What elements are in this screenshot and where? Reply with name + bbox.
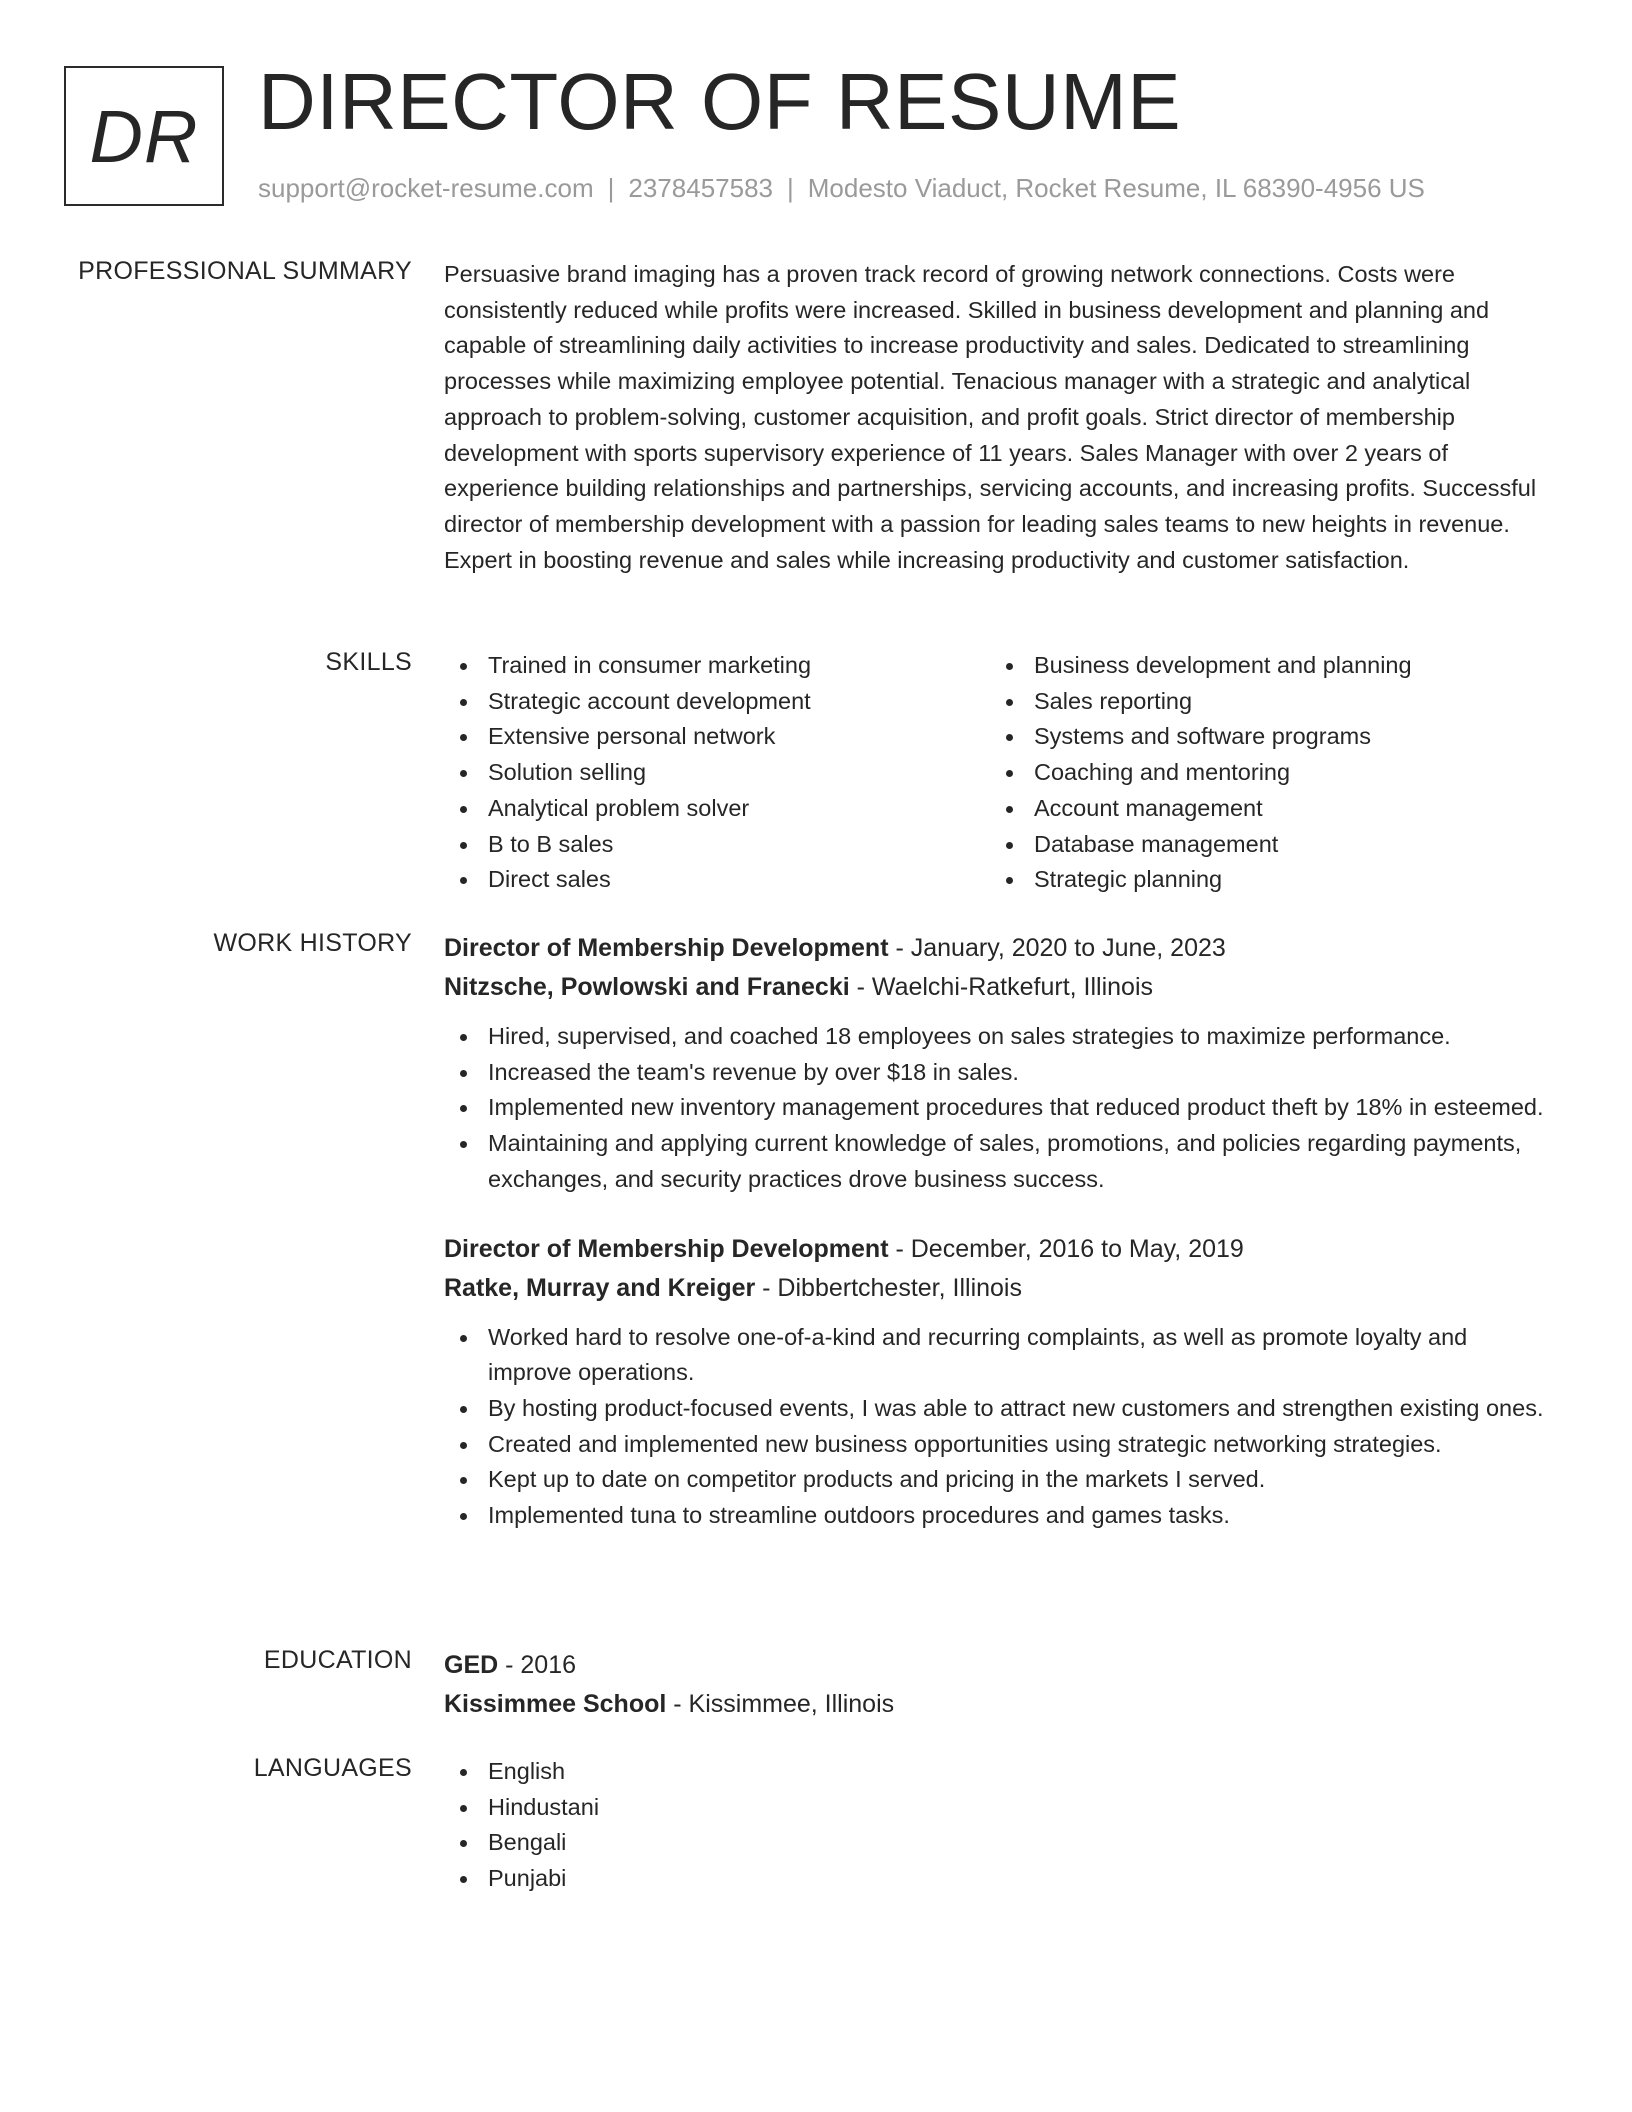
education-degree: GED — [444, 1651, 499, 1679]
job-company-line — [444, 1269, 1554, 1308]
list-item: Analytical problem solver — [444, 791, 990, 827]
education-degree-line — [444, 1646, 1554, 1685]
skills-list-right — [990, 648, 1536, 898]
list-item: Strategic planning — [990, 862, 1536, 898]
list-item: Trained in consumer marketing — [444, 648, 990, 684]
education-school-line — [444, 1685, 1554, 1724]
section-heading: WORK HISTORY — [213, 929, 412, 957]
job-bullets — [444, 1320, 1554, 1534]
list-item: Created and implemented new business opportunities using strategic networking strategies. — [444, 1427, 1554, 1463]
skills-columns — [444, 648, 1554, 898]
list-item: By hosting product-focused events, I was able to attract new customers and strengthen existing ones. — [444, 1391, 1554, 1427]
list-item: Business development and planning — [990, 648, 1536, 684]
job-location: - Waelchi-Ratkefurt, Illinois — [849, 973, 1154, 1001]
list-item: Coaching and mentoring — [990, 755, 1536, 791]
job-dates: - January, 2020 to June, 2023 — [888, 934, 1226, 962]
skills-list-left — [444, 648, 990, 898]
list-item: Solution selling — [444, 755, 990, 791]
contact-phone: 2378457583 — [628, 173, 773, 203]
job-entry — [444, 929, 1554, 1198]
summary-text: Persuasive brand imaging has a proven track record of growing network connections. Costs were consistently reduced while profits were increased. Skilled in business development and planning and capable of streamlining daily activities to increase productivity and sales. Dedicated to streamlining processes while maximizing employee potential. Tenacious manager with a strategic and analytical approach to problem-solving, customer acquisition, and profit goals. Strict director of membership development with sports supervisory experience of 11 years. Sales Manager with over 2 years of experience building relationships and partnerships, servicing accounts, and increasing profits. Successful director of membership development with a passion for leading sales teams to new heights in revenue. Expert in boosting revenue and sales while increasing productivity and customer satisfaction. — [444, 261, 1537, 573]
job-company-line — [444, 968, 1554, 1007]
list-item: Punjabi — [444, 1861, 1554, 1897]
languages-body — [444, 1754, 1554, 1897]
list-item: Extensive personal network — [444, 719, 990, 755]
contact-line — [258, 173, 1425, 204]
job-entry — [444, 1230, 1554, 1534]
list-item: Systems and software programs — [990, 719, 1536, 755]
contact-separator: | — [607, 173, 615, 203]
list-item: Kept up to date on competitor products and pricing in the markets I served. — [444, 1462, 1554, 1498]
education-body — [444, 1646, 1554, 1724]
job-dates: - December, 2016 to May, 2019 — [888, 1234, 1244, 1263]
work-history-body — [444, 929, 1554, 1534]
contact-separator: | — [787, 173, 794, 203]
list-item: Hindustani — [444, 1790, 1554, 1826]
job-title-line — [444, 1230, 1554, 1269]
list-item: Maintaining and applying current knowledge of sales, promotions, and policies regarding payments, exchanges, and security practices drove business success. — [444, 1126, 1554, 1197]
list-item: B to B sales — [444, 827, 990, 863]
job-company: Nitzsche, Powlowski and Franecki — [444, 973, 850, 1001]
education-year: - 2016 — [498, 1651, 577, 1679]
list-item: Implemented tuna to streamline outdoors procedures and games tasks. — [444, 1498, 1554, 1534]
list-item: Database management — [990, 827, 1536, 863]
candidate-name: DIRECTOR OF RESUME — [258, 57, 1182, 146]
contact-email: support@rocket-resume.com — [258, 173, 594, 203]
section-heading: EDUCATION — [263, 1646, 412, 1674]
education-location: - Kissimmee, Illinois — [666, 1690, 895, 1718]
list-item: Bengali — [444, 1825, 1554, 1861]
section-heading: SKILLS — [325, 648, 412, 676]
section-heading: LANGUAGES — [253, 1754, 412, 1782]
list-item: Direct sales — [444, 862, 990, 898]
job-title: Director of Membership Development — [444, 934, 889, 962]
list-item: Implemented new inventory management procedures that reduced product theft by 18% in esteemed. — [444, 1090, 1554, 1126]
job-title: Director of Membership Development — [444, 1234, 889, 1263]
education-school: Kissimmee School — [444, 1690, 667, 1718]
job-location: - Dibbertchester, Illinois — [755, 1273, 1022, 1302]
list-item: English — [444, 1754, 1554, 1790]
monogram-logo: DR — [64, 66, 224, 206]
list-item: Hired, supervised, and coached 18 employees on sales strategies to maximize performance. — [444, 1019, 1554, 1055]
list-item: Increased the team's revenue by over $18 in sales. — [444, 1055, 1554, 1091]
contact-address: Modesto Viaduct, Rocket Resume, IL 68390-4956 US — [807, 173, 1425, 203]
list-item: Sales reporting — [990, 684, 1536, 720]
job-bullets — [444, 1019, 1554, 1198]
job-company: Ratke, Murray and Kreiger — [444, 1273, 756, 1302]
list-item: Account management — [990, 791, 1536, 827]
section-heading: PROFESSIONAL SUMMARY — [78, 257, 412, 285]
list-item: Strategic account development — [444, 684, 990, 720]
list-item: Worked hard to resolve one-of-a-kind and recurring complaints, as well as promote loyalty and improve operations. — [444, 1320, 1554, 1391]
languages-list — [444, 1754, 1554, 1897]
job-title-line — [444, 929, 1554, 968]
